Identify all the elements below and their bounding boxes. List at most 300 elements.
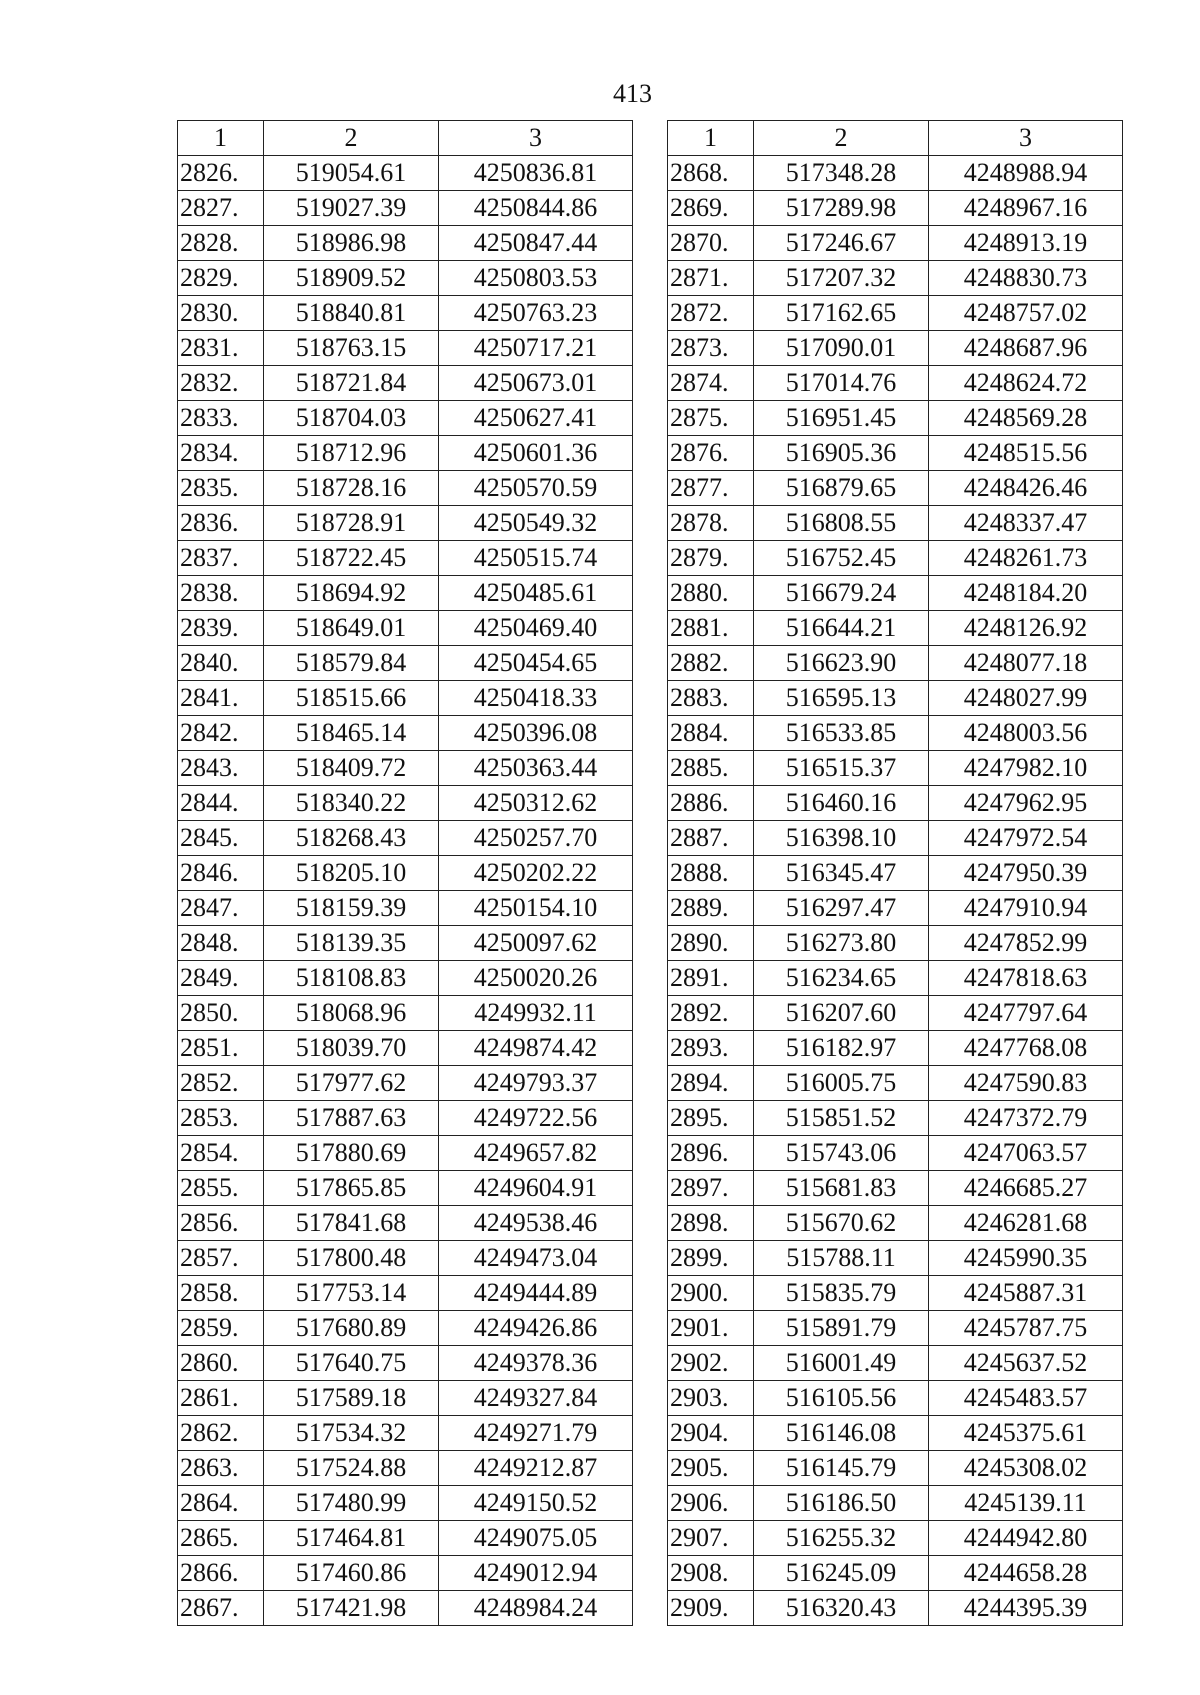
x-coordinate-cell: 517090.01 — [754, 331, 929, 366]
y-coordinate-cell: 4248967.16 — [929, 191, 1123, 226]
table-row — [668, 1381, 1123, 1416]
x-coordinate-cell: 516623.90 — [754, 646, 929, 681]
y-coordinate-cell: 4247818.63 — [929, 961, 1123, 996]
x-coordinate-cell: 516145.79 — [754, 1451, 929, 1486]
table-row — [668, 1311, 1123, 1346]
column-header-y: 3 — [439, 121, 633, 156]
table-row — [668, 436, 1123, 471]
point-number-cell: 2830. — [178, 296, 264, 331]
point-number-cell: 2870. — [668, 226, 754, 261]
x-coordinate-cell: 518694.92 — [264, 576, 439, 611]
x-coordinate-cell: 517524.88 — [264, 1451, 439, 1486]
y-coordinate-cell: 4247372.79 — [929, 1101, 1123, 1136]
point-number-cell: 2841. — [178, 681, 264, 716]
table-row — [668, 1556, 1123, 1591]
table-row — [178, 1451, 633, 1486]
y-coordinate-cell: 4249874.42 — [439, 1031, 633, 1066]
y-coordinate-cell: 4249426.86 — [439, 1311, 633, 1346]
point-number-cell: 2869. — [668, 191, 754, 226]
x-coordinate-cell: 517348.28 — [754, 156, 929, 191]
table-row — [668, 926, 1123, 961]
x-coordinate-cell: 517880.69 — [264, 1136, 439, 1171]
point-number-cell: 2826. — [178, 156, 264, 191]
y-coordinate-cell: 4250485.61 — [439, 576, 633, 611]
table-row — [178, 1591, 633, 1626]
column-header-x: 2 — [264, 121, 439, 156]
table-row — [178, 471, 633, 506]
y-coordinate-cell: 4248261.73 — [929, 541, 1123, 576]
point-number-cell: 2876. — [668, 436, 754, 471]
x-coordinate-cell: 518465.14 — [264, 716, 439, 751]
x-coordinate-cell: 518068.96 — [264, 996, 439, 1031]
point-number-cell: 2863. — [178, 1451, 264, 1486]
point-number-cell: 2837. — [178, 541, 264, 576]
table-row — [668, 331, 1123, 366]
y-coordinate-cell: 4250418.33 — [439, 681, 633, 716]
y-coordinate-cell: 4249444.89 — [439, 1276, 633, 1311]
table-row — [668, 1066, 1123, 1101]
y-coordinate-cell: 4250847.44 — [439, 226, 633, 261]
y-coordinate-cell: 4247852.99 — [929, 926, 1123, 961]
y-coordinate-cell: 4250601.36 — [439, 436, 633, 471]
y-coordinate-cell: 4250469.40 — [439, 611, 633, 646]
point-number-cell: 2867. — [178, 1591, 264, 1626]
x-coordinate-cell: 517534.32 — [264, 1416, 439, 1451]
y-coordinate-cell: 4249604.91 — [439, 1171, 633, 1206]
table-row — [178, 191, 633, 226]
point-number-cell: 2828. — [178, 226, 264, 261]
point-number-cell: 2885. — [668, 751, 754, 786]
point-number-cell: 2846. — [178, 856, 264, 891]
y-coordinate-cell: 4246685.27 — [929, 1171, 1123, 1206]
table-row — [178, 1031, 633, 1066]
x-coordinate-cell: 519054.61 — [264, 156, 439, 191]
point-number-cell: 2886. — [668, 786, 754, 821]
x-coordinate-cell: 517162.65 — [754, 296, 929, 331]
table-row — [178, 541, 633, 576]
point-number-cell: 2897. — [668, 1171, 754, 1206]
y-coordinate-cell: 4244942.80 — [929, 1521, 1123, 1556]
x-coordinate-cell: 518205.10 — [264, 856, 439, 891]
table-row — [668, 856, 1123, 891]
x-coordinate-cell: 518139.35 — [264, 926, 439, 961]
x-coordinate-cell: 517800.48 — [264, 1241, 439, 1276]
point-number-cell: 2836. — [178, 506, 264, 541]
y-coordinate-cell: 4249378.36 — [439, 1346, 633, 1381]
y-coordinate-cell: 4249327.84 — [439, 1381, 633, 1416]
y-coordinate-cell: 4249538.46 — [439, 1206, 633, 1241]
x-coordinate-cell: 516105.56 — [754, 1381, 929, 1416]
table-row — [668, 1276, 1123, 1311]
table-row — [178, 996, 633, 1031]
x-coordinate-cell: 519027.39 — [264, 191, 439, 226]
x-coordinate-cell: 518712.96 — [264, 436, 439, 471]
point-number-cell: 2889. — [668, 891, 754, 926]
y-coordinate-cell: 4249657.82 — [439, 1136, 633, 1171]
point-number-cell: 2883. — [668, 681, 754, 716]
table-row — [178, 1136, 633, 1171]
point-number-cell: 2884. — [668, 716, 754, 751]
table-row — [178, 296, 633, 331]
x-coordinate-cell: 518728.16 — [264, 471, 439, 506]
y-coordinate-cell: 4245787.75 — [929, 1311, 1123, 1346]
point-number-cell: 2900. — [668, 1276, 754, 1311]
table-row — [178, 331, 633, 366]
point-number-cell: 2879. — [668, 541, 754, 576]
column-header-number: 1 — [178, 121, 264, 156]
x-coordinate-cell: 516255.32 — [754, 1521, 929, 1556]
y-coordinate-cell: 4250673.01 — [439, 366, 633, 401]
y-coordinate-cell: 4250202.22 — [439, 856, 633, 891]
x-coordinate-cell: 518986.98 — [264, 226, 439, 261]
table-row — [178, 1556, 633, 1591]
point-number-cell: 2868. — [668, 156, 754, 191]
point-number-cell: 2888. — [668, 856, 754, 891]
table-row — [178, 926, 633, 961]
x-coordinate-cell: 518515.66 — [264, 681, 439, 716]
y-coordinate-cell: 4247982.10 — [929, 751, 1123, 786]
x-coordinate-cell: 515851.52 — [754, 1101, 929, 1136]
y-coordinate-cell: 4250454.65 — [439, 646, 633, 681]
table-row — [668, 1416, 1123, 1451]
y-coordinate-cell: 4244658.28 — [929, 1556, 1123, 1591]
y-coordinate-cell: 4247910.94 — [929, 891, 1123, 926]
x-coordinate-cell: 516515.37 — [754, 751, 929, 786]
x-coordinate-cell: 518909.52 — [264, 261, 439, 296]
x-coordinate-cell: 518721.84 — [264, 366, 439, 401]
table-header-row — [668, 121, 1123, 156]
y-coordinate-cell: 4246281.68 — [929, 1206, 1123, 1241]
x-coordinate-cell: 518722.45 — [264, 541, 439, 576]
y-coordinate-cell: 4250836.81 — [439, 156, 633, 191]
table-row — [178, 1206, 633, 1241]
x-coordinate-cell: 515788.11 — [754, 1241, 929, 1276]
point-number-cell: 2858. — [178, 1276, 264, 1311]
point-number-cell: 2909. — [668, 1591, 754, 1626]
table-row — [178, 681, 633, 716]
y-coordinate-cell: 4248337.47 — [929, 506, 1123, 541]
x-coordinate-cell: 517841.68 — [264, 1206, 439, 1241]
table-row — [178, 1241, 633, 1276]
table-row — [668, 1486, 1123, 1521]
y-coordinate-cell: 4249932.11 — [439, 996, 633, 1031]
table-row — [668, 961, 1123, 996]
point-number-cell: 2882. — [668, 646, 754, 681]
y-coordinate-cell: 4249473.04 — [439, 1241, 633, 1276]
x-coordinate-cell: 516320.43 — [754, 1591, 929, 1626]
point-number-cell: 2838. — [178, 576, 264, 611]
x-coordinate-cell: 518159.39 — [264, 891, 439, 926]
table-row — [178, 401, 633, 436]
y-coordinate-cell: 4250515.74 — [439, 541, 633, 576]
y-coordinate-cell: 4245637.52 — [929, 1346, 1123, 1381]
x-coordinate-cell: 518039.70 — [264, 1031, 439, 1066]
x-coordinate-cell: 516460.16 — [754, 786, 929, 821]
x-coordinate-cell: 517887.63 — [264, 1101, 439, 1136]
column-header-y: 3 — [929, 121, 1123, 156]
x-coordinate-cell: 518108.83 — [264, 961, 439, 996]
table-row — [178, 1276, 633, 1311]
y-coordinate-cell: 4250549.32 — [439, 506, 633, 541]
point-number-cell: 2848. — [178, 926, 264, 961]
point-number-cell: 2854. — [178, 1136, 264, 1171]
table-row — [668, 716, 1123, 751]
x-coordinate-cell: 515681.83 — [754, 1171, 929, 1206]
y-coordinate-cell: 4247063.57 — [929, 1136, 1123, 1171]
point-number-cell: 2845. — [178, 821, 264, 856]
y-coordinate-cell: 4250763.23 — [439, 296, 633, 331]
table-row — [668, 611, 1123, 646]
x-coordinate-cell: 516679.24 — [754, 576, 929, 611]
y-coordinate-cell: 4250154.10 — [439, 891, 633, 926]
point-number-cell: 2847. — [178, 891, 264, 926]
table-row — [668, 1451, 1123, 1486]
x-coordinate-cell: 516297.47 — [754, 891, 929, 926]
point-number-cell: 2898. — [668, 1206, 754, 1241]
point-number-cell: 2878. — [668, 506, 754, 541]
point-number-cell: 2880. — [668, 576, 754, 611]
table-row — [668, 156, 1123, 191]
point-number-cell: 2903. — [668, 1381, 754, 1416]
table-row — [178, 1381, 633, 1416]
x-coordinate-cell: 516951.45 — [754, 401, 929, 436]
x-coordinate-cell: 517480.99 — [264, 1486, 439, 1521]
y-coordinate-cell: 4247590.83 — [929, 1066, 1123, 1101]
point-number-cell: 2895. — [668, 1101, 754, 1136]
table-row — [668, 646, 1123, 681]
y-coordinate-cell: 4248077.18 — [929, 646, 1123, 681]
point-number-cell: 2873. — [668, 331, 754, 366]
table-row — [668, 191, 1123, 226]
y-coordinate-cell: 4248184.20 — [929, 576, 1123, 611]
y-coordinate-cell: 4248830.73 — [929, 261, 1123, 296]
point-number-cell: 2896. — [668, 1136, 754, 1171]
x-coordinate-cell: 516398.10 — [754, 821, 929, 856]
table-row — [668, 1591, 1123, 1626]
y-coordinate-cell: 4248126.92 — [929, 611, 1123, 646]
table-row — [178, 1066, 633, 1101]
y-coordinate-cell: 4248426.46 — [929, 471, 1123, 506]
point-number-cell: 2877. — [668, 471, 754, 506]
table-row — [178, 1521, 633, 1556]
y-coordinate-cell: 4248624.72 — [929, 366, 1123, 401]
point-number-cell: 2908. — [668, 1556, 754, 1591]
x-coordinate-cell: 518840.81 — [264, 296, 439, 331]
table-row — [178, 436, 633, 471]
x-coordinate-cell: 517014.76 — [754, 366, 929, 401]
x-coordinate-cell: 516186.50 — [754, 1486, 929, 1521]
table-row — [668, 1101, 1123, 1136]
page-number: 413 — [613, 79, 652, 108]
y-coordinate-cell: 4250627.41 — [439, 401, 633, 436]
x-coordinate-cell: 517680.89 — [264, 1311, 439, 1346]
point-number-cell: 2831. — [178, 331, 264, 366]
x-coordinate-cell: 516644.21 — [754, 611, 929, 646]
table-row — [178, 751, 633, 786]
table-row — [668, 261, 1123, 296]
table-row — [178, 1486, 633, 1521]
table-row — [668, 786, 1123, 821]
y-coordinate-cell: 4248913.19 — [929, 226, 1123, 261]
x-coordinate-cell: 517207.32 — [754, 261, 929, 296]
x-coordinate-cell: 516146.08 — [754, 1416, 929, 1451]
x-coordinate-cell: 516005.75 — [754, 1066, 929, 1101]
point-number-cell: 2871. — [668, 261, 754, 296]
x-coordinate-cell: 516234.65 — [754, 961, 929, 996]
y-coordinate-cell: 4248569.28 — [929, 401, 1123, 436]
point-number-cell: 2872. — [668, 296, 754, 331]
x-coordinate-cell: 516345.47 — [754, 856, 929, 891]
table-row — [178, 261, 633, 296]
x-coordinate-cell: 517977.62 — [264, 1066, 439, 1101]
point-number-cell: 2904. — [668, 1416, 754, 1451]
table-row — [668, 541, 1123, 576]
point-number-cell: 2851. — [178, 1031, 264, 1066]
y-coordinate-cell: 4249012.94 — [439, 1556, 633, 1591]
table-row — [178, 646, 633, 681]
table-row — [668, 506, 1123, 541]
x-coordinate-cell: 518409.72 — [264, 751, 439, 786]
x-coordinate-cell: 516595.13 — [754, 681, 929, 716]
y-coordinate-cell: 4249722.56 — [439, 1101, 633, 1136]
table-row — [668, 1171, 1123, 1206]
table-row — [178, 156, 633, 191]
x-coordinate-cell: 516752.45 — [754, 541, 929, 576]
y-coordinate-cell: 4248515.56 — [929, 436, 1123, 471]
point-number-cell: 2901. — [668, 1311, 754, 1346]
table-row — [178, 366, 633, 401]
point-number-cell: 2875. — [668, 401, 754, 436]
y-coordinate-cell: 4250312.62 — [439, 786, 633, 821]
point-number-cell: 2843. — [178, 751, 264, 786]
point-number-cell: 2844. — [178, 786, 264, 821]
y-coordinate-cell: 4249212.87 — [439, 1451, 633, 1486]
y-coordinate-cell: 4250097.62 — [439, 926, 633, 961]
y-coordinate-cell: 4244395.39 — [929, 1591, 1123, 1626]
point-number-cell: 2881. — [668, 611, 754, 646]
x-coordinate-cell: 516273.80 — [754, 926, 929, 961]
point-number-cell: 2835. — [178, 471, 264, 506]
x-coordinate-cell: 515891.79 — [754, 1311, 929, 1346]
table-row — [668, 1346, 1123, 1381]
point-number-cell: 2865. — [178, 1521, 264, 1556]
table-row — [668, 1136, 1123, 1171]
table-row — [668, 1241, 1123, 1276]
x-coordinate-cell: 516001.49 — [754, 1346, 929, 1381]
table-row — [178, 1311, 633, 1346]
point-number-cell: 2905. — [668, 1451, 754, 1486]
y-coordinate-cell: 4245887.31 — [929, 1276, 1123, 1311]
y-coordinate-cell: 4247797.64 — [929, 996, 1123, 1031]
x-coordinate-cell: 518268.43 — [264, 821, 439, 856]
point-number-cell: 2829. — [178, 261, 264, 296]
table-row — [668, 891, 1123, 926]
table-row — [668, 821, 1123, 856]
point-number-cell: 2856. — [178, 1206, 264, 1241]
y-coordinate-cell: 4247962.95 — [929, 786, 1123, 821]
point-number-cell: 2874. — [668, 366, 754, 401]
table-row — [178, 786, 633, 821]
point-number-cell: 2833. — [178, 401, 264, 436]
point-number-cell: 2864. — [178, 1486, 264, 1521]
table-header-row — [178, 121, 633, 156]
x-coordinate-cell: 516207.60 — [754, 996, 929, 1031]
point-number-cell: 2859. — [178, 1311, 264, 1346]
x-coordinate-cell: 517753.14 — [264, 1276, 439, 1311]
y-coordinate-cell: 4245990.35 — [929, 1241, 1123, 1276]
x-coordinate-cell: 516905.36 — [754, 436, 929, 471]
y-coordinate-cell: 4248687.96 — [929, 331, 1123, 366]
table-row — [178, 891, 633, 926]
x-coordinate-cell: 518728.91 — [264, 506, 439, 541]
x-coordinate-cell: 517865.85 — [264, 1171, 439, 1206]
point-number-cell: 2860. — [178, 1346, 264, 1381]
x-coordinate-cell: 517464.81 — [264, 1521, 439, 1556]
x-coordinate-cell: 517421.98 — [264, 1591, 439, 1626]
point-number-cell: 2892. — [668, 996, 754, 1031]
y-coordinate-cell: 4247768.08 — [929, 1031, 1123, 1066]
table-row — [668, 576, 1123, 611]
table-row — [178, 506, 633, 541]
table-row — [178, 576, 633, 611]
table-row — [668, 1206, 1123, 1241]
y-coordinate-cell: 4250570.59 — [439, 471, 633, 506]
y-coordinate-cell: 4250717.21 — [439, 331, 633, 366]
point-number-cell: 2832. — [178, 366, 264, 401]
y-coordinate-cell: 4248984.24 — [439, 1591, 633, 1626]
y-coordinate-cell: 4245308.02 — [929, 1451, 1123, 1486]
point-number-cell: 2907. — [668, 1521, 754, 1556]
table-row — [668, 471, 1123, 506]
y-coordinate-cell: 4250020.26 — [439, 961, 633, 996]
table-row — [178, 716, 633, 751]
point-number-cell: 2861. — [178, 1381, 264, 1416]
column-header-x: 2 — [754, 121, 929, 156]
y-coordinate-cell: 4249271.79 — [439, 1416, 633, 1451]
x-coordinate-cell: 517289.98 — [754, 191, 929, 226]
y-coordinate-cell: 4250844.86 — [439, 191, 633, 226]
x-coordinate-cell: 516533.85 — [754, 716, 929, 751]
point-number-cell: 2853. — [178, 1101, 264, 1136]
table-row — [178, 1171, 633, 1206]
table-row — [178, 821, 633, 856]
y-coordinate-cell: 4248757.02 — [929, 296, 1123, 331]
table-row — [668, 1031, 1123, 1066]
point-number-cell: 2849. — [178, 961, 264, 996]
y-coordinate-cell: 4250257.70 — [439, 821, 633, 856]
point-number-cell: 2852. — [178, 1066, 264, 1101]
x-coordinate-cell: 518579.84 — [264, 646, 439, 681]
point-number-cell: 2906. — [668, 1486, 754, 1521]
y-coordinate-cell: 4248003.56 — [929, 716, 1123, 751]
point-number-cell: 2866. — [178, 1556, 264, 1591]
y-coordinate-cell: 4247972.54 — [929, 821, 1123, 856]
point-number-cell: 2891. — [668, 961, 754, 996]
table-row — [668, 681, 1123, 716]
x-coordinate-cell: 518340.22 — [264, 786, 439, 821]
x-coordinate-cell: 516808.55 — [754, 506, 929, 541]
table-row — [178, 611, 633, 646]
table-row — [668, 226, 1123, 261]
y-coordinate-cell: 4248988.94 — [929, 156, 1123, 191]
x-coordinate-cell: 516879.65 — [754, 471, 929, 506]
x-coordinate-cell: 517460.86 — [264, 1556, 439, 1591]
x-coordinate-cell: 517640.75 — [264, 1346, 439, 1381]
point-number-cell: 2839. — [178, 611, 264, 646]
coordinates-table-left — [177, 120, 633, 1626]
coordinates-table-right — [667, 120, 1123, 1626]
point-number-cell: 2842. — [178, 716, 264, 751]
